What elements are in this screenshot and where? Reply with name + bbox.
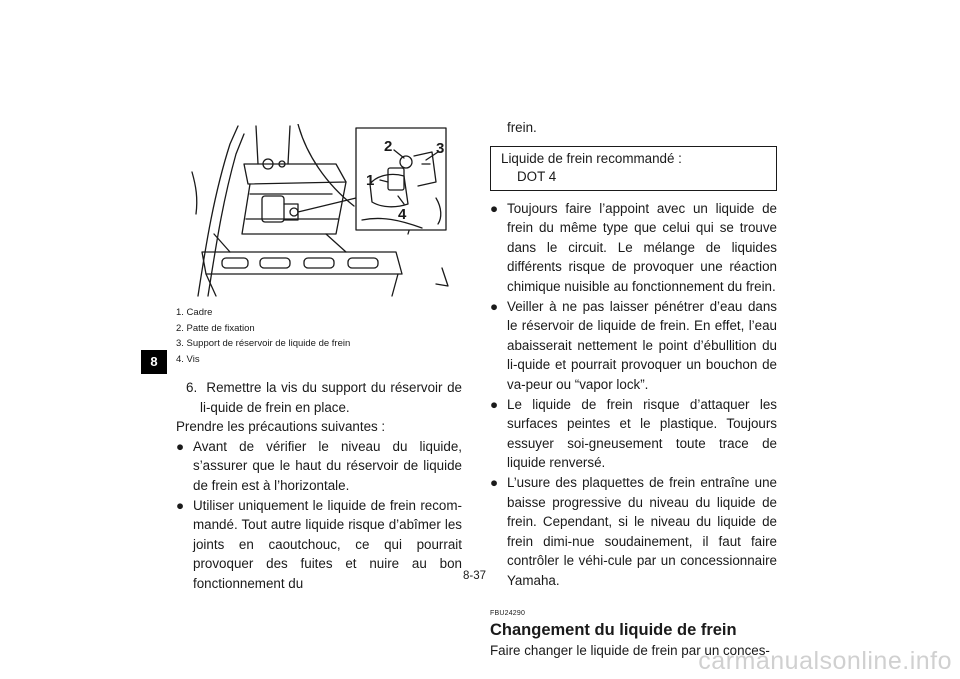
- page-number: 8-37: [463, 570, 487, 582]
- step-6: [176, 378, 462, 417]
- bullet-icon: ●: [176, 497, 185, 513]
- caption-3: 3. Support de réservoir de liquide de frein: [176, 338, 351, 349]
- section-heading: Changement du liquide de frein: [490, 621, 737, 640]
- bullet-icon: ●: [176, 438, 185, 454]
- bullet-icon: ●: [490, 396, 499, 412]
- section-text: Faire changer le liquide de frein par un conces-: [490, 643, 770, 659]
- step-number: 6.: [186, 380, 198, 395]
- caption-4: 4. Vis: [176, 353, 200, 365]
- right-bullet-4-text: L’usure des plaquettes de frein entraîne une baisse progressive du niveau du liquide de frein. Cependant, si le niveau du liquide de frein dimi-nue soudainement, il faut faire contrôler le véhi-cule par un concessionnaire Yamaha.: [507, 474, 777, 588]
- figure-captions: [176, 305, 350, 367]
- recommended-fluid-box: [490, 146, 777, 191]
- right-bullet-4: [490, 473, 777, 591]
- chapter-tab: 8: [141, 350, 167, 374]
- bullet-icon: ●: [490, 298, 499, 314]
- brake-reservoir-illustration: [186, 124, 464, 301]
- step-text: Remettre la vis du support du réservoir de li-quide de frein en place.: [200, 380, 462, 415]
- spec-value: DOT 4: [517, 168, 557, 184]
- right-bullet-3: [490, 395, 777, 473]
- caption-1: 1. Cadre: [176, 307, 213, 318]
- caption-2: 2. Patte de fixation: [176, 322, 255, 334]
- bullet-icon: ●: [490, 200, 499, 216]
- callout-2: 2: [384, 138, 393, 155]
- callout-1: 1: [366, 172, 375, 189]
- left-bullet-1-text: Avant de vérifier le niveau du liquide, s’assurer que le haut du réservoir de liquide de frein est à l’horizontale.: [193, 438, 462, 493]
- right-column: [490, 118, 777, 661]
- callout-3: 3: [436, 140, 445, 157]
- right-bullet-1-text: Toujours faire l’appoint avec un liquide de frein du même type que celui qui se trouve dans le circuit. Le mélange de liquides différents risque de provoquer une réaction chimique nuisible au fonctionnement du frein.: [507, 200, 777, 294]
- illustration-svg: [186, 124, 464, 301]
- right-bullet-1: [490, 199, 777, 297]
- right-bullet-2-text: Veiller à ne pas laisser pénétrer d’eau dans le réservoir de liquide de frein. En effet, l’eau abaisserait nettement le point d’ébullition du li-quide et pourrait provoquer un bouchon de va-peur ou “vapor lock”.: [507, 298, 777, 392]
- left-column: [176, 378, 462, 594]
- callout-4: 4: [398, 206, 407, 223]
- right-bullet-2: [490, 297, 777, 395]
- left-bullet-2-text: Utiliser uniquement le liquide de frein recom-mandé. Tout autre liquide risque d’abîmer les joints en caoutchouc, ce qui pourrait provoquer des fuites et nuire au bon fonctionnement du: [193, 497, 462, 591]
- watermark: carmanualsonline.info: [698, 647, 952, 675]
- precautions-intro: Prendre les précautions suivantes :: [176, 419, 386, 435]
- bullet-icon: ●: [490, 474, 499, 490]
- section-code: FBU24290: [490, 610, 526, 618]
- left-bullet-1: [176, 437, 462, 496]
- continuation-text: frein.: [507, 120, 537, 135]
- left-bullet-2: [176, 496, 462, 594]
- spec-label: Liquide de frein recommandé :: [501, 150, 682, 166]
- right-bullet-3-text: Le liquide de frein risque d’attaquer les surfaces peintes et le plastique. Toujours essuyer soi-gneusement toute trace de liquide renversé.: [507, 396, 777, 471]
